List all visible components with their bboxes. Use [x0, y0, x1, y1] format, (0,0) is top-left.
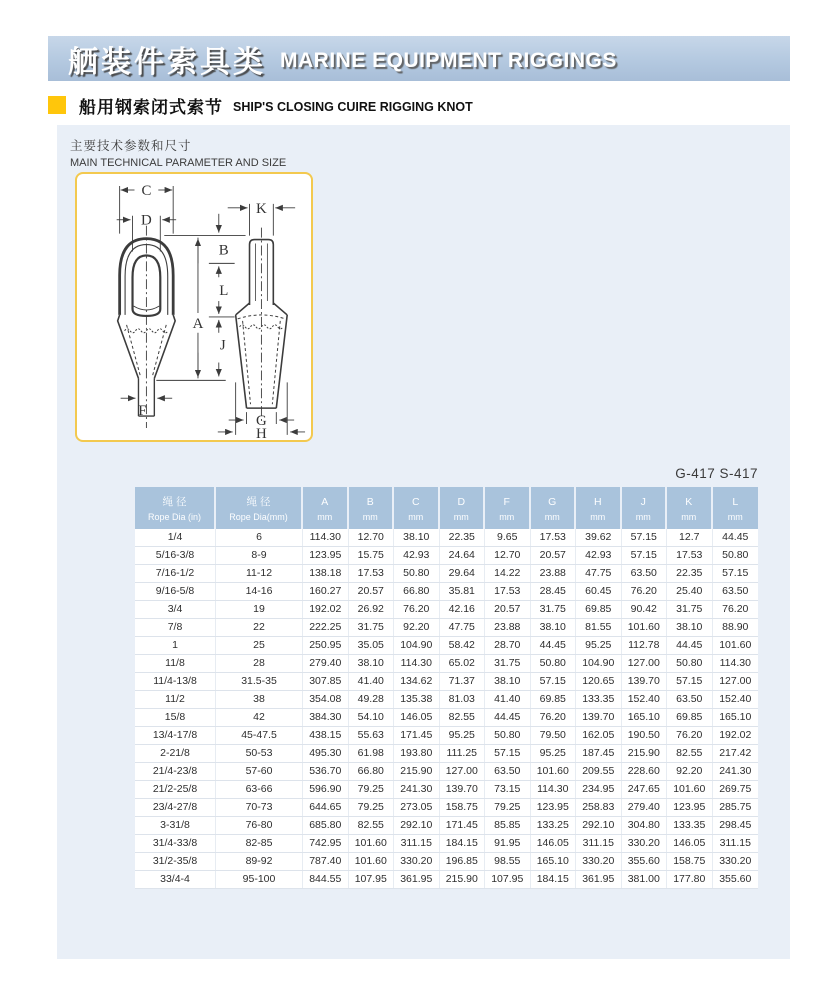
table-cell: 742.95 [303, 835, 349, 852]
subtitle-block [70, 136, 286, 169]
table-cell: 222.25 [303, 619, 349, 636]
table-cell: 138.18 [303, 565, 349, 582]
table-cell: 42.16 [440, 601, 486, 618]
table-row [135, 871, 758, 889]
model-code: G-417 S-417 [675, 466, 758, 481]
table-cell: 384.30 [303, 709, 349, 726]
table-row [135, 637, 758, 655]
table-cell: 49.28 [349, 691, 395, 708]
table-cell: 11/4-13/8 [135, 673, 216, 690]
table-cell: 241.30 [394, 781, 440, 798]
table-cell: 123.95 [531, 799, 577, 816]
table-cell: 192.02 [303, 601, 349, 618]
table-row [135, 619, 758, 637]
header-cell: A mm [303, 487, 349, 529]
table-cell: 9.65 [485, 529, 531, 546]
table-cell: 57.15 [622, 529, 668, 546]
table-cell: 165.10 [622, 709, 668, 726]
table-cell: 50.80 [394, 565, 440, 582]
table-cell: 22.35 [440, 529, 486, 546]
table-cell: 42.93 [576, 547, 622, 564]
table-cell: 57.15 [531, 673, 577, 690]
table-cell: 258.83 [576, 799, 622, 816]
table-cell: 71.37 [440, 673, 486, 690]
table-cell: 24.64 [440, 547, 486, 564]
table-cell: 50-53 [216, 745, 303, 762]
page-header-banner [48, 36, 790, 81]
table-cell: 536.70 [303, 763, 349, 780]
table-cell: 114.30 [719, 657, 751, 669]
table-cell: 361.95 [576, 871, 622, 888]
table-cell: 135.38 [394, 691, 440, 708]
table-cell: 76.20 [722, 603, 749, 615]
table-cell: 355.60 [622, 853, 668, 870]
table-cell: 85.85 [485, 817, 531, 834]
dim-label-J: J [219, 337, 226, 354]
subtitle-zh: 主要技术参数和尺寸 [70, 139, 192, 153]
table-cell: 215.90 [394, 763, 440, 780]
table-cell: 57.15 [667, 673, 713, 690]
table-cell: 17.53 [667, 547, 713, 564]
table-cell: 17.53 [485, 583, 531, 600]
table-row [135, 655, 758, 673]
table-cell: 95.25 [576, 637, 622, 654]
table-cell: 12.70 [485, 547, 531, 564]
table-cell: 57.15 [485, 745, 531, 762]
table-cell: 165.10 [719, 711, 752, 723]
table-cell: 50.80 [485, 727, 531, 744]
table-cell: 127.00 [719, 675, 752, 687]
table-cell: 104.90 [394, 637, 440, 654]
table-cell: 38.10 [394, 529, 440, 546]
table-cell: 79.25 [349, 799, 395, 816]
dim-label-H: H [256, 425, 267, 440]
table-cell: 787.40 [303, 853, 349, 870]
table-cell: 184.15 [440, 835, 486, 852]
table-cell: 17.53 [349, 565, 395, 582]
socket-diagram-svg [77, 174, 311, 440]
table-cell: 127.00 [440, 763, 486, 780]
table-cell: 35.05 [349, 637, 395, 654]
table-cell: 311.15 [719, 837, 751, 849]
table-cell: 146.05 [667, 835, 713, 852]
table-cell: 146.05 [394, 709, 440, 726]
dim-label-C: C [141, 182, 152, 199]
table-cell: 101.60 [667, 781, 713, 798]
table-row [135, 745, 758, 763]
table-cell: 65.02 [440, 655, 486, 672]
table-cell: 292.10 [576, 817, 622, 834]
table-cell: 22 [216, 619, 303, 636]
table-cell: 41.40 [485, 691, 531, 708]
table-cell: 127.00 [622, 655, 668, 672]
table-cell: 361.95 [394, 871, 440, 888]
parameter-table [135, 487, 758, 889]
table-cell: 104.90 [576, 655, 622, 672]
table-cell: 76.20 [622, 583, 668, 600]
table-cell: 44.45 [531, 637, 577, 654]
table-cell: 47.75 [576, 565, 622, 582]
table-cell: 20.57 [349, 583, 395, 600]
table-cell: 12.7 [667, 529, 713, 546]
table-cell: 69.85 [576, 601, 622, 618]
table-cell: 160.27 [303, 583, 349, 600]
table-cell: 73.15 [485, 781, 531, 798]
table-cell: 114.30 [531, 781, 577, 798]
table-cell: 495.30 [303, 745, 349, 762]
table-cell: 354.08 [303, 691, 349, 708]
table-cell: 41.40 [349, 673, 395, 690]
table-cell: 279.40 [303, 655, 349, 672]
table-cell: 644.65 [303, 799, 349, 816]
table-cell: 28.45 [531, 583, 577, 600]
table-cell: 76.20 [667, 727, 713, 744]
table-cell: 63-66 [216, 781, 303, 798]
table-cell: 215.90 [622, 745, 668, 762]
table-cell: 50.80 [531, 655, 577, 672]
table-cell: 57.15 [622, 547, 668, 564]
table-cell: 90.42 [622, 601, 668, 618]
table-cell: 44.45 [667, 637, 713, 654]
table-cell: 45-47.5 [216, 727, 303, 744]
table-cell: 25 [216, 637, 303, 654]
table-cell: 39.62 [576, 529, 622, 546]
table-cell: 330.20 [622, 835, 668, 852]
table-cell: 228.60 [622, 763, 668, 780]
table-cell: 8-9 [216, 547, 303, 564]
table-cell: 133.35 [667, 817, 713, 834]
dim-label-A: A [192, 315, 204, 332]
table-cell: 162.05 [576, 727, 622, 744]
table-cell: 89-92 [216, 853, 303, 870]
table-cell: 23/4-27/8 [135, 799, 216, 816]
table-cell: 355.60 [719, 873, 752, 885]
table-cell: 196.85 [440, 853, 486, 870]
dim-label-G: G [256, 412, 267, 429]
table-cell: 57-60 [216, 763, 303, 780]
table-cell: 35.81 [440, 583, 486, 600]
table-cell: 82.55 [440, 709, 486, 726]
table-cell: 44.45 [485, 709, 531, 726]
dim-label-K: K [256, 200, 267, 217]
table-cell: 31/4-33/8 [135, 835, 216, 852]
table-cell: 139.70 [576, 709, 622, 726]
table-cell: 38.10 [531, 619, 577, 636]
section-heading [48, 94, 473, 116]
table-cell: 111.25 [440, 745, 486, 762]
table-row [135, 817, 758, 835]
table-cell: 250.95 [303, 637, 349, 654]
section-title-en: SHIP'S CLOSING CUIRE RIGGING KNOT [233, 99, 473, 114]
table-cell: 114.30 [394, 655, 440, 672]
header-cell: K mm [667, 487, 713, 529]
table-cell: 21/4-23/8 [135, 763, 216, 780]
table-cell: 79.25 [485, 799, 531, 816]
table-cell: 217.42 [719, 747, 752, 759]
table-cell: 241.30 [719, 765, 752, 777]
table-cell: 3/4 [135, 601, 216, 618]
table-cell: 66.80 [349, 763, 395, 780]
table-cell: 76.20 [394, 601, 440, 618]
header-cell: H mm [576, 487, 622, 529]
table-row [135, 691, 758, 709]
table-cell: 31.75 [349, 619, 395, 636]
table-cell: 112.78 [622, 637, 668, 654]
table-cell: 20.57 [485, 601, 531, 618]
table-cell: 304.80 [622, 817, 668, 834]
table-cell: 192.02 [719, 729, 752, 741]
table-cell: 9/16-5/8 [135, 583, 216, 600]
table-cell: 844.55 [303, 871, 349, 888]
table-row [135, 709, 758, 727]
table-cell: 139.70 [440, 781, 486, 798]
table-cell: 209.55 [576, 763, 622, 780]
table-cell: 5/16-3/8 [135, 547, 216, 564]
header-cell: J mm [622, 487, 668, 529]
header-cell: F mm [485, 487, 531, 529]
page-title-en: MARINE EQUIPMENT RIGGINGS [280, 48, 617, 72]
table-cell: 177.80 [667, 871, 713, 888]
table-cell: 38.10 [349, 655, 395, 672]
table-cell: 82-85 [216, 835, 303, 852]
table-cell: 79.25 [349, 781, 395, 798]
table-cell: 123.95 [667, 799, 713, 816]
table-cell: 15/8 [135, 709, 216, 726]
table-cell: 101.60 [349, 853, 395, 870]
table-cell: 133.25 [531, 817, 577, 834]
content-panel [57, 125, 790, 959]
table-cell: 63.50 [485, 763, 531, 780]
dim-label-F: F [138, 403, 147, 420]
table-cell: 101.60 [531, 763, 577, 780]
table-cell: 29.64 [440, 565, 486, 582]
table-row [135, 763, 758, 781]
table-row [135, 835, 758, 853]
table-row [135, 673, 758, 691]
table-cell: 42.93 [394, 547, 440, 564]
table-cell: 95.25 [531, 745, 577, 762]
dim-label-B: B [218, 242, 229, 259]
table-cell: 330.20 [719, 855, 752, 867]
header-cell: 绳 径 Rope Dia(mm) [216, 487, 303, 529]
table-row [135, 727, 758, 745]
table-cell: 38.10 [667, 619, 713, 636]
table-cell: 14-16 [216, 583, 303, 600]
table-cell: 33/4-4 [135, 871, 216, 888]
table-cell: 31.75 [485, 655, 531, 672]
table-cell: 3-31/8 [135, 817, 216, 834]
table-cell: 28.70 [485, 637, 531, 654]
table-cell: 7/8 [135, 619, 216, 636]
dim-label-L: L [219, 283, 229, 300]
page-title-zh: 舾装件索具类 [68, 45, 266, 79]
table-cell: 171.45 [440, 817, 486, 834]
table-cell: 76-80 [216, 817, 303, 834]
table-body [135, 529, 758, 889]
table-cell: 25.40 [667, 583, 713, 600]
table-cell: 12.70 [349, 529, 395, 546]
table-cell: 311.15 [576, 835, 622, 852]
technical-drawing [75, 172, 313, 442]
table-cell: 596.90 [303, 781, 349, 798]
table-cell: 76.20 [531, 709, 577, 726]
table-cell: 101.60 [622, 619, 668, 636]
table-cell: 69.85 [531, 691, 577, 708]
table-cell: 15.75 [349, 547, 395, 564]
table-cell: 285.75 [719, 801, 752, 813]
table-cell: 81.55 [576, 619, 622, 636]
table-cell: 7/16-1/2 [135, 565, 216, 582]
table-cell: 42 [216, 709, 303, 726]
table-cell: 47.75 [440, 619, 486, 636]
table-cell: 81.03 [440, 691, 486, 708]
table-cell: 50.80 [722, 549, 749, 561]
table-cell: 165.10 [531, 853, 577, 870]
header-cell: L mm [713, 487, 759, 529]
table-cell: 92.20 [667, 763, 713, 780]
table-cell: 685.80 [303, 817, 349, 834]
table-cell: 95.25 [440, 727, 486, 744]
table-cell: 63.50 [722, 585, 749, 597]
header-cell: 绳 径 Rope Dia (in) [135, 487, 216, 529]
table-cell: 273.05 [394, 799, 440, 816]
table-cell: 31.5-35 [216, 673, 303, 690]
table-cell: 58.42 [440, 637, 486, 654]
header-cell: G mm [531, 487, 577, 529]
section-title-zh: 船用钢索闭式索节 [79, 97, 223, 117]
table-cell: 63.50 [667, 691, 713, 708]
table-cell: 193.80 [394, 745, 440, 762]
table-cell: 330.20 [576, 853, 622, 870]
table-cell: 120.65 [576, 673, 622, 690]
dim-label-D: D [141, 212, 152, 229]
table-cell: 158.75 [667, 853, 713, 870]
header-cell: C mm [394, 487, 440, 529]
section-bullet-icon [48, 96, 66, 114]
table-cell: 298.45 [719, 819, 752, 831]
table-cell: 54.10 [349, 709, 395, 726]
table-cell: 19 [216, 601, 303, 618]
table-row [135, 601, 758, 619]
table-row [135, 583, 758, 601]
table-cell: 330.20 [394, 853, 440, 870]
table-cell: 13/4-17/8 [135, 727, 216, 744]
table-cell: 11/8 [135, 655, 216, 672]
table-cell: 279.40 [622, 799, 668, 816]
table-cell: 11-12 [216, 565, 303, 582]
table-cell: 438.15 [303, 727, 349, 744]
table-cell: 26.92 [349, 601, 395, 618]
table-cell: 158.75 [440, 799, 486, 816]
table-cell: 50.80 [667, 655, 713, 672]
table-cell: 14.22 [485, 565, 531, 582]
table-cell: 381.00 [622, 871, 668, 888]
table-cell: 79.50 [531, 727, 577, 744]
table-cell: 146.05 [531, 835, 577, 852]
table-cell: 1 [135, 637, 216, 654]
table-cell: 190.50 [622, 727, 668, 744]
header-cell: B mm [349, 487, 395, 529]
table-row [135, 547, 758, 565]
table-cell: 134.62 [394, 673, 440, 690]
table-cell: 187.45 [576, 745, 622, 762]
table-cell: 61.98 [349, 745, 395, 762]
table-header-row [135, 487, 758, 529]
table-cell: 215.90 [440, 871, 486, 888]
table-cell: 133.35 [576, 691, 622, 708]
table-cell: 101.60 [719, 639, 752, 651]
table-cell: 82.55 [349, 817, 395, 834]
table-cell: 44.45 [722, 531, 749, 543]
table-cell: 66.80 [394, 583, 440, 600]
table-row [135, 853, 758, 871]
table-cell: 23.88 [531, 565, 577, 582]
table-cell: 63.50 [622, 565, 668, 582]
table-cell: 22.35 [667, 565, 713, 582]
table-cell: 31.75 [667, 601, 713, 618]
table-cell: 1/4 [135, 529, 216, 546]
table-cell: 38 [216, 691, 303, 708]
table-cell: 69.85 [667, 709, 713, 726]
table-cell: 171.45 [394, 727, 440, 744]
table-cell: 21/2-25/8 [135, 781, 216, 798]
table-cell: 95-100 [216, 871, 303, 888]
table-cell: 70-73 [216, 799, 303, 816]
table-row [135, 799, 758, 817]
table-cell: 234.95 [576, 781, 622, 798]
subtitle-en: MAIN TECHNICAL PARAMETER AND SIZE [70, 157, 287, 169]
table-cell: 38.10 [485, 673, 531, 690]
table-cell: 101.60 [349, 835, 395, 852]
table-cell: 20.57 [531, 547, 577, 564]
table-cell: 139.70 [622, 673, 668, 690]
table-cell: 57.15 [722, 567, 749, 579]
table-cell: 247.65 [622, 781, 668, 798]
table-cell: 88.90 [722, 621, 749, 633]
table-row [135, 781, 758, 799]
header-cell: D mm [440, 487, 486, 529]
table-cell: 6 [216, 529, 303, 546]
table-cell: 55.63 [349, 727, 395, 744]
table-cell: 152.40 [622, 691, 668, 708]
table-cell: 123.95 [303, 547, 349, 564]
table-cell: 311.15 [394, 835, 440, 852]
table-cell: 11/2 [135, 691, 216, 708]
table-cell: 31/2-35/8 [135, 853, 216, 870]
table-cell: 114.30 [303, 529, 349, 546]
table-cell: 92.20 [394, 619, 440, 636]
table-row [135, 529, 758, 547]
table-cell: 82.55 [667, 745, 713, 762]
table-cell: 269.75 [719, 783, 752, 795]
table-cell: 107.95 [349, 871, 395, 888]
table-cell: 152.40 [719, 693, 752, 705]
table-cell: 2-21/8 [135, 745, 216, 762]
table-cell: 17.53 [531, 529, 577, 546]
table-cell: 28 [216, 655, 303, 672]
table-cell: 107.95 [485, 871, 531, 888]
table-cell: 91.95 [485, 835, 531, 852]
table-cell: 23.88 [485, 619, 531, 636]
table-cell: 60.45 [576, 583, 622, 600]
table-cell: 98.55 [485, 853, 531, 870]
table-cell: 184.15 [531, 871, 577, 888]
table-row [135, 565, 758, 583]
table-cell: 31.75 [531, 601, 577, 618]
table-cell: 292.10 [394, 817, 440, 834]
table-cell: 307.85 [303, 673, 349, 690]
